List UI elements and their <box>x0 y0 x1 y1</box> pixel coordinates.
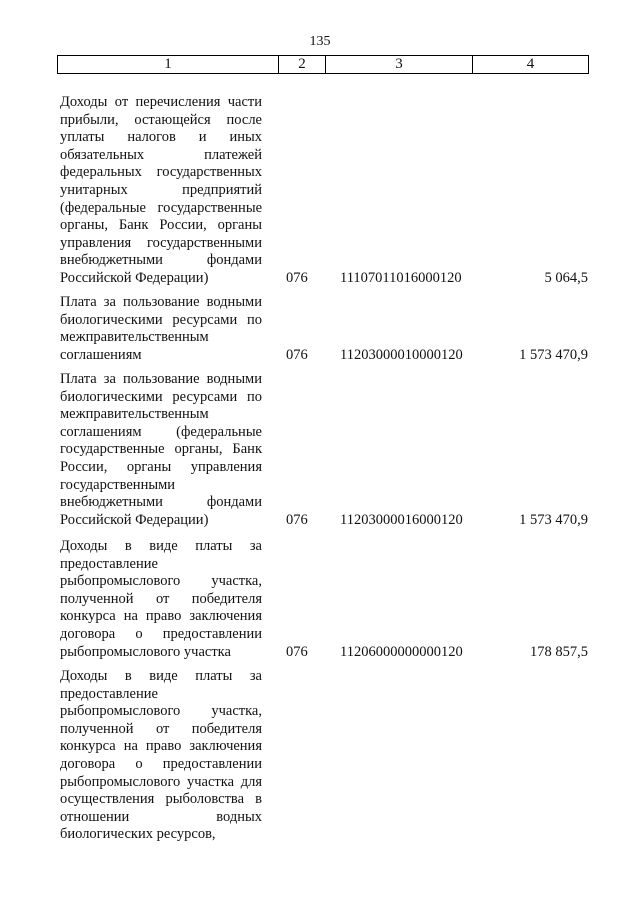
description-line: России, органы управления <box>60 458 262 475</box>
description-line: предоставление <box>60 555 158 572</box>
description-line: соглашениям <box>60 346 142 363</box>
admin-code: 076 <box>286 346 308 363</box>
description-line: предоставление <box>60 685 158 702</box>
admin-code: 076 <box>286 643 308 660</box>
description-line: управления государственными <box>60 234 262 251</box>
description-line: Доходы в виде платы за <box>60 668 262 684</box>
description-line: унитарных предприятий <box>60 181 262 198</box>
amount-value: 5 064,5 <box>544 270 588 286</box>
row-description <box>60 538 262 661</box>
description-line: договора о предоставлении <box>60 625 262 642</box>
budget-classification-code: 11203000010000120 <box>340 346 463 363</box>
row-description <box>60 94 262 288</box>
column-header-4: 4 <box>473 56 589 74</box>
description-line: Плата за пользование водными <box>60 294 262 310</box>
admin-code: 076 <box>286 511 308 528</box>
admin-code: 076 <box>286 270 308 286</box>
description-line: Российской Федерации) <box>60 269 209 286</box>
description-line: органы, Банк России, органы <box>60 217 262 234</box>
page-number: 135 <box>309 34 331 49</box>
budget-classification-code: 11203000016000120 <box>340 511 463 528</box>
description-line: (федеральные государственные <box>60 199 262 216</box>
description-line: полученной от победителя <box>60 720 262 737</box>
description-line: Плата за пользование водными <box>60 371 262 387</box>
row-description <box>60 668 262 844</box>
description-line: соглашениям (федеральные <box>60 423 262 440</box>
description-line: прибыли, остающейся после <box>60 111 262 128</box>
description-line: рыбопромыслового участка для <box>60 773 262 790</box>
row-description <box>60 371 262 529</box>
column-header-3: 3 <box>326 56 473 74</box>
amount-value: 1 573 470,9 <box>519 346 588 363</box>
description-line: Доходы в виде платы за <box>60 538 262 554</box>
description-line: внебюджетными фондами <box>60 494 262 511</box>
description-line: уплаты налогов и иных <box>60 129 262 146</box>
description-line: рыбопромыслового участка <box>60 643 231 660</box>
column-header-1: 1 <box>58 56 279 74</box>
description-line: полученной от победителя <box>60 590 262 607</box>
description-line: биологических ресурсов, <box>60 826 216 843</box>
description-line: Доходы от перечисления части <box>60 94 262 110</box>
description-line: договора о предоставлении <box>60 755 262 772</box>
description-line: конкурса на право заключения <box>60 608 262 625</box>
description-line: Российской Федерации) <box>60 511 209 528</box>
description-line: государственные органы, Банк <box>60 441 262 458</box>
description-line: биологическими ресурсами по <box>60 388 262 405</box>
description-line: конкурса на право заключения <box>60 738 262 755</box>
description-line: рыбопромыслового участка, <box>60 573 262 590</box>
description-line: рыбопромыслового участка, <box>60 703 262 720</box>
description-line: отношении водных <box>60 808 262 825</box>
row-description <box>60 294 262 364</box>
description-line: межправительственным <box>60 329 209 346</box>
description-line: государственными <box>60 476 176 493</box>
description-line: биологическими ресурсами по <box>60 311 262 328</box>
column-header-2: 2 <box>279 56 326 74</box>
description-line: осуществления рыболовства в <box>60 791 262 808</box>
budget-classification-code: 11206000000000120 <box>340 643 463 660</box>
column-header-table <box>57 55 589 74</box>
amount-value: 1 573 470,9 <box>519 511 588 528</box>
description-line: внебюджетными фондами <box>60 252 262 269</box>
amount-value: 178 857,5 <box>530 643 588 660</box>
description-line: межправительственным <box>60 406 209 423</box>
budget-classification-code: 11107011016000120 <box>340 270 462 286</box>
description-line: федеральных государственных <box>60 164 262 181</box>
description-line: обязательных платежей <box>60 146 262 163</box>
